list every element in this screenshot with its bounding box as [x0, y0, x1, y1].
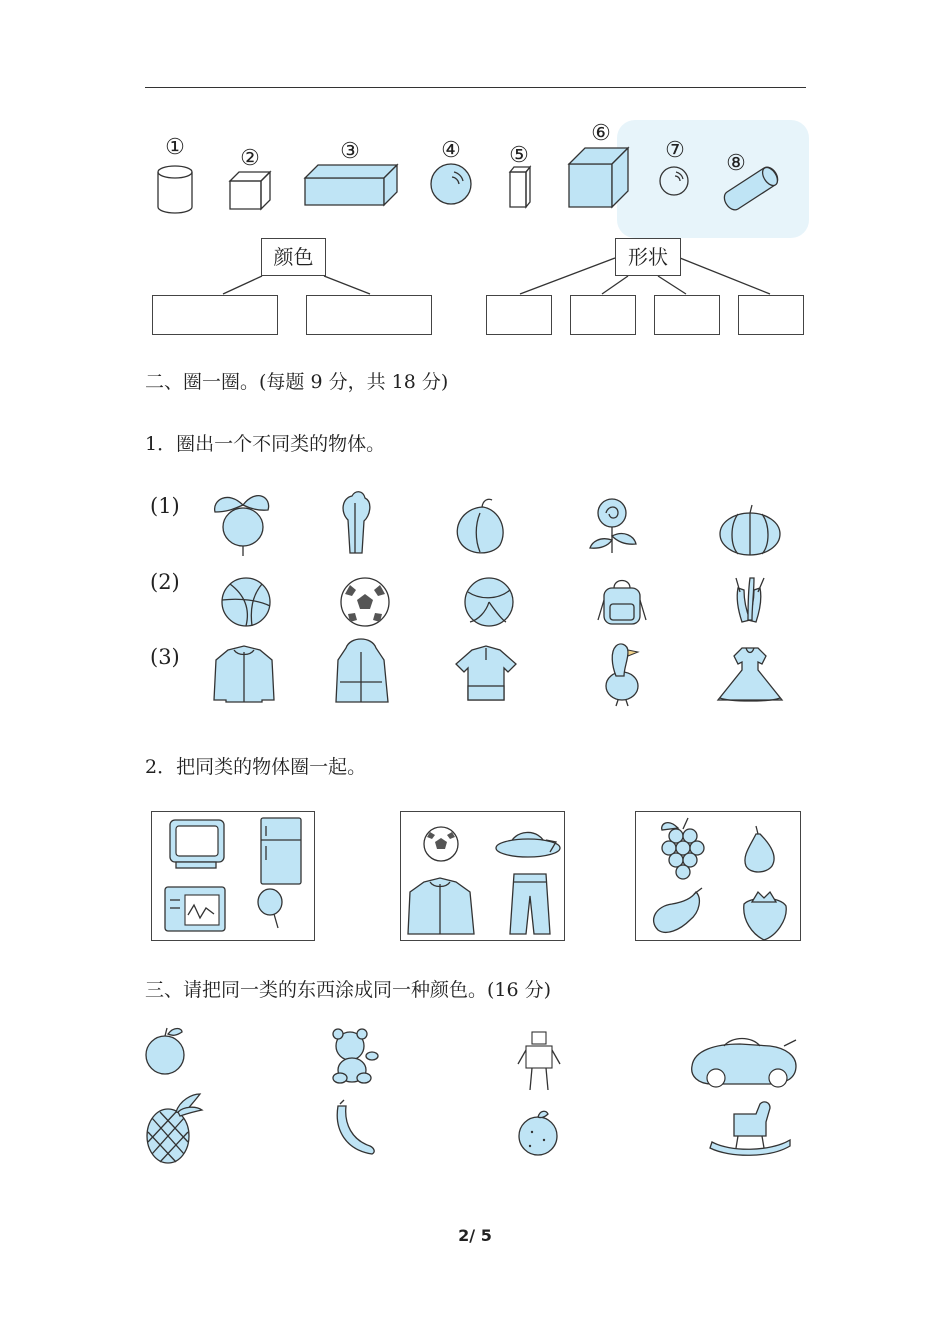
section2-title: 二、圈一圈。(每题 9 分，共 18 分): [145, 371, 449, 393]
shape-number-7: ⑦: [665, 138, 685, 163]
banana-picture: [337, 1100, 374, 1154]
row-label-3: (3): [150, 645, 180, 669]
shape-number-5: ⑤: [509, 143, 529, 168]
shape-number-3: ③: [340, 139, 360, 164]
apple-picture: [146, 1028, 184, 1074]
page-number: 2/ 5: [458, 1226, 492, 1245]
shape-number-4: ④: [441, 138, 461, 163]
teddy-bear-picture: [333, 1029, 378, 1083]
row-label-1: (1): [150, 494, 180, 518]
shape-number-8: ⑧: [726, 151, 746, 176]
pineapple-picture: [147, 1094, 202, 1163]
question-2: 2．把同类的物体圈一起。: [145, 756, 367, 778]
shape-label-box: 形状: [615, 238, 681, 276]
color-label-box: 颜色: [261, 238, 326, 276]
question-1: 1．圈出一个不同类的物体。: [145, 433, 386, 455]
section3-title: 三、请把同一类的东西涂成同一种颜色。(16 分): [145, 979, 552, 1001]
robot-picture: [518, 1032, 560, 1090]
row-label-2: (2): [150, 570, 180, 594]
race-car-picture: [692, 1039, 796, 1088]
orange-picture: [519, 1111, 557, 1155]
rocking-horse-picture: [710, 1102, 790, 1155]
shape-number-2: ②: [240, 146, 260, 171]
shape-number-6: ⑥: [591, 121, 611, 146]
shape-number-1: ①: [165, 135, 185, 160]
